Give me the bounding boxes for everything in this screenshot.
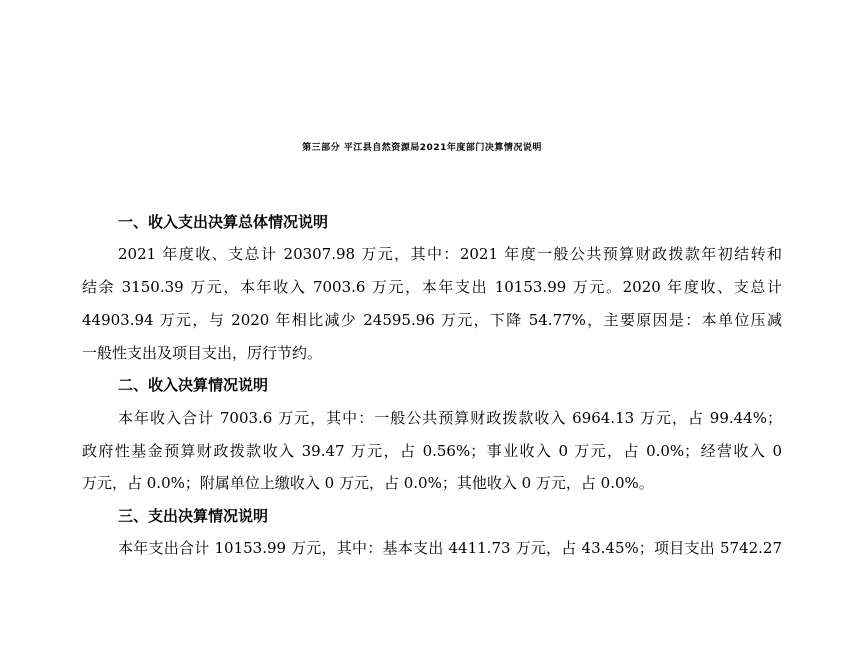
paragraph-line: 万元，占 0.0%；附属单位上缴收入 0 万元，占 0.0%；其他收入 0 万元，占 0.0%。 (82, 474, 654, 492)
paragraph-line: 2021 年度收、支总计 20307.98 万元，其中：2021 年度一般公共预算财政拨款年初结转和 (118, 245, 782, 263)
paragraph-line: 本年收入合计 7003.6 万元，其中：一般公共预算财政拨款收入 6964.13 万元，占 99.44%； (118, 409, 782, 427)
section-heading-overview: 一、收入支出决算总体情况说明 (118, 213, 329, 231)
paragraph-line: 政府性基金预算财政拨款收入 39.47 万元，占 0.56%；事业收入 0 万元，占 0.0%；经营收入 0 (82, 442, 782, 460)
paragraph-line: 本年支出合计 10153.99 万元，其中：基本支出 4411.73 万元，占 43.45%；项目支出 5742.27 (118, 539, 782, 557)
section-heading-expenditure: 三、支出决算情况说明 (118, 507, 269, 525)
paragraph-line: 一般性支出及项目支出，厉行节约。 (82, 344, 323, 362)
paragraph-line: 结余 3150.39 万元，本年收入 7003.6 万元，本年支出 10153.99 万元。2020 年度收、支总计 (82, 278, 782, 296)
document-title: 第三部分 平江县自然资源局2021年度部门决算情况说明 (302, 143, 542, 153)
section-heading-income: 二、收入决算情况说明 (118, 376, 269, 394)
paragraph-line: 44903.94 万元，与 2020 年相比减少 24595.96 万元，下降 54.77%，主要原因是：本单位压减 (82, 311, 782, 329)
